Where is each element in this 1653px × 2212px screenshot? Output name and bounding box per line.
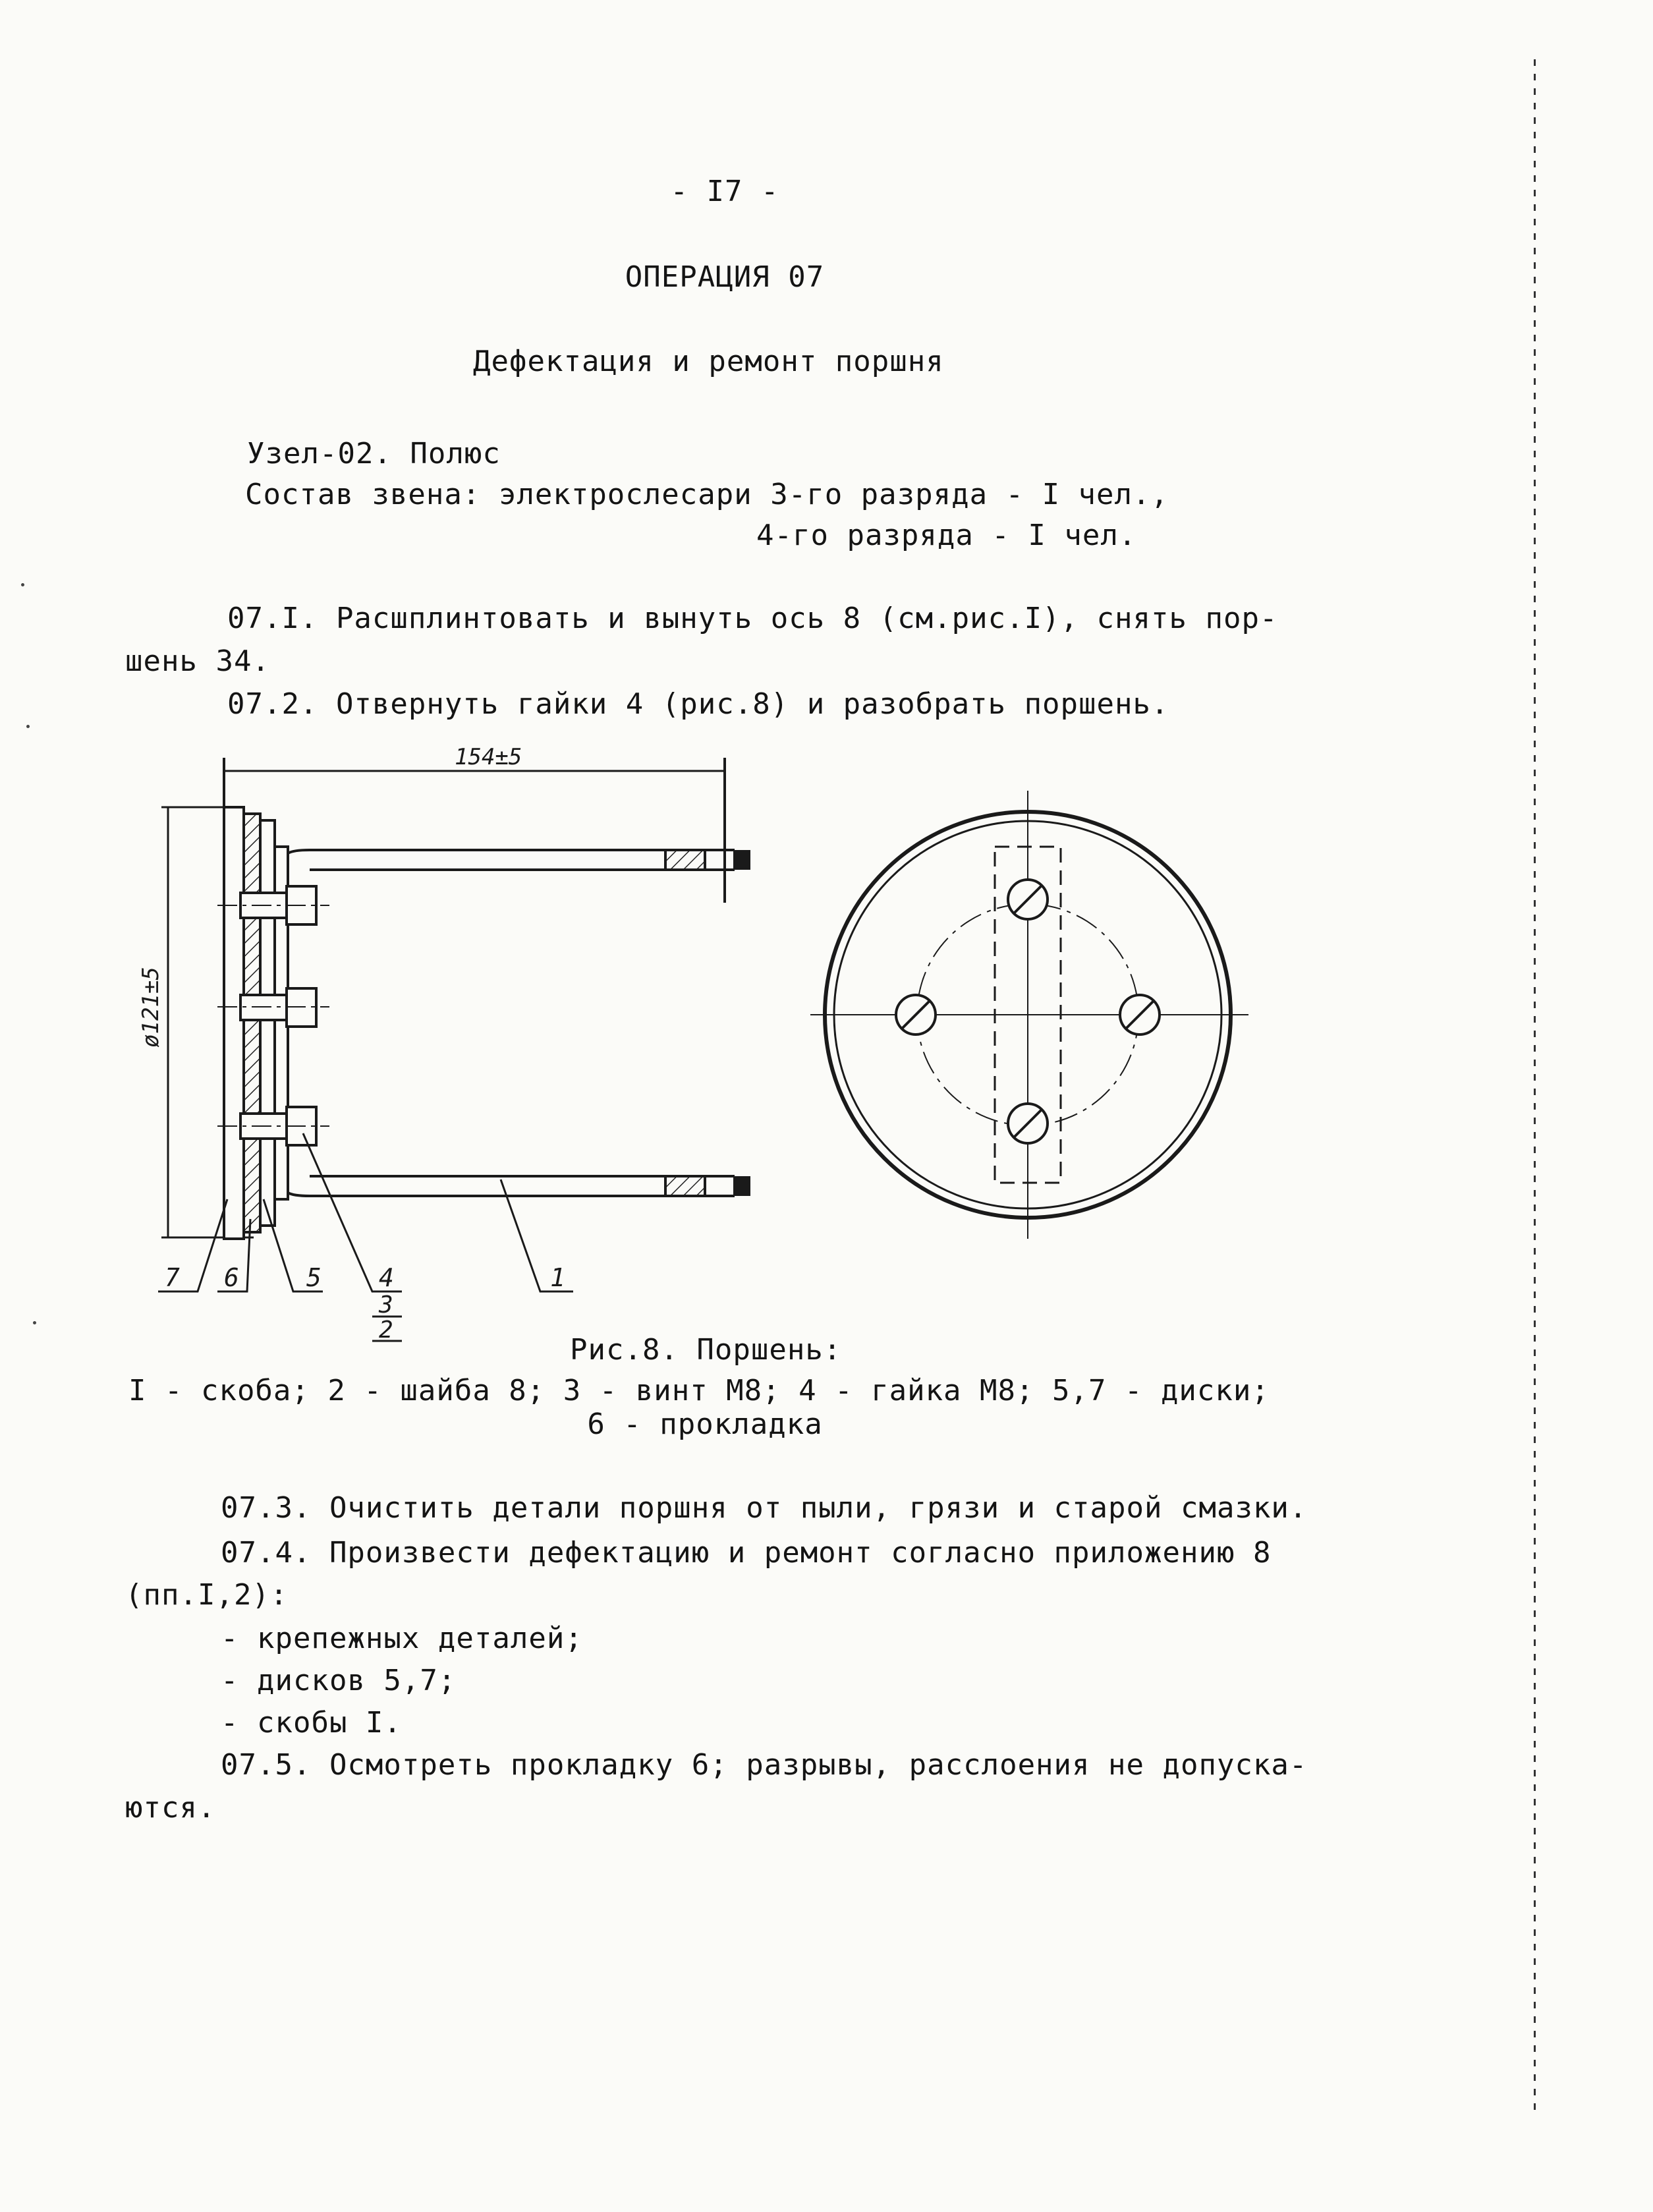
step-07-4-b: (пп.I,2): — [125, 1578, 289, 1612]
dim-diameter: ø121±5 — [138, 967, 164, 1048]
step-07-3: 07.3. Очистить детали поршня от пыли, грязи и старой смазки. — [221, 1491, 1308, 1525]
list-item: - крепежных деталей; — [221, 1622, 583, 1655]
callout-4: 4 — [379, 1263, 394, 1292]
list-item: - дисков 5,7; — [221, 1664, 457, 1697]
step-07-4-a: 07.4. Произвести дефектацию и ремонт согласно приложению 8 — [221, 1536, 1272, 1570]
step-07-1-b: шень 34. — [125, 644, 270, 678]
operation-subtitle: Дефектация и ремонт поршня — [473, 345, 944, 378]
step-07-1-a: 07.I. Расшплинтовать и вынуть ось 8 (см.рис.I), снять пор- — [227, 602, 1278, 635]
figure-caption-line-2: 6 - прокладка — [587, 1407, 823, 1441]
step-07-2: 07.2. Отвернуть гайки 4 (рис.8) и разобрать поршень. — [227, 687, 1169, 721]
step-07-5-a: 07.5. Осмотреть прокладку 6; разрывы, расслоения не допуска- — [221, 1748, 1308, 1782]
list-item: - скобы I. — [221, 1706, 402, 1740]
callout-3: 3 — [379, 1291, 393, 1319]
crew-line-2: 4-го разряда - I чел. — [756, 519, 1137, 552]
callout-1: 1 — [550, 1263, 565, 1292]
figure-caption-title: Рис.8. Поршень: — [570, 1333, 842, 1367]
unit-line: Узел-02. Полюс — [247, 437, 501, 470]
figure-caption-line-1: I - скоба; 2 - шайба 8; 3 - винт М8; 4 - гайка М8; 5,7 - диски; — [128, 1374, 1270, 1407]
callout-5: 5 — [306, 1263, 322, 1292]
callout-7: 7 — [165, 1263, 180, 1292]
callout-2: 2 — [379, 1317, 393, 1344]
callout-6: 6 — [224, 1263, 239, 1292]
step-07-5-b: ются. — [125, 1791, 216, 1825]
operation-title: ОПЕРАЦИЯ 07 — [625, 260, 825, 294]
page-number: - I7 - — [670, 175, 779, 208]
dim-length: 154±5 — [455, 744, 522, 770]
crew-line-1: Состав звена: электрослесари 3-го разряда - I чел., — [245, 478, 1169, 511]
